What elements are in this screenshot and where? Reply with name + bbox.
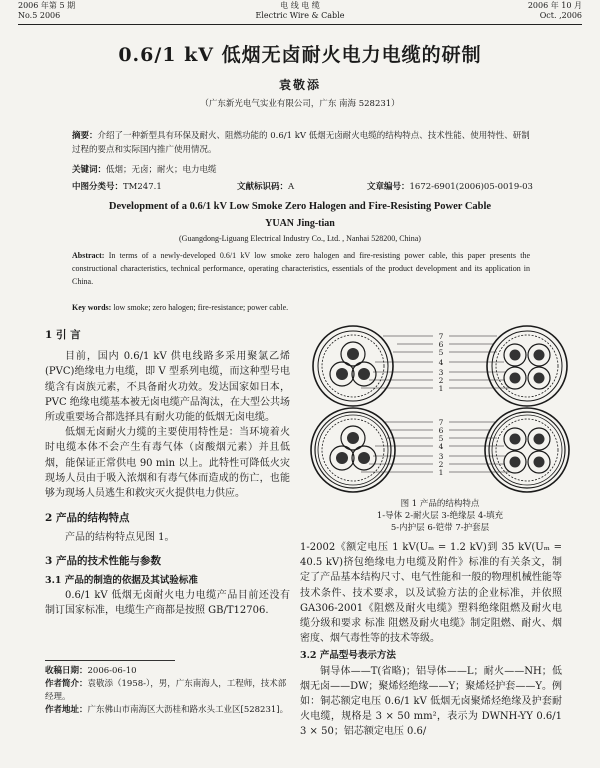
keywords-label: 关键词： [72, 165, 107, 175]
section-3-2-heading: 3.2 产品型号表示方法 [300, 650, 396, 662]
header-right: 2006 年 10 月 Oct. ,2006 [527, 1, 582, 20]
fig-label: 7 [438, 332, 444, 341]
fig-label: 4 [438, 358, 444, 367]
author-bio: 作者简介：袁敬添（1958-），男，广东南海人，工程师，技术部经理。 [45, 679, 287, 702]
section-3-1-heading: 3.1 产品的制造的依据及其试验标准 [45, 574, 198, 586]
author-address: 作者地址：广东佛山市南海区大沥桂和路水头工业区[528231]。 [45, 705, 289, 715]
section-2-heading: 2 产品的结构特点 [45, 512, 130, 525]
author-name: 袁敬添 [278, 78, 321, 92]
fig-label: 2 [438, 460, 444, 469]
cable-4core-diagram [487, 326, 567, 406]
footnote-rule [45, 660, 175, 661]
cable-structure-figure [305, 322, 575, 497]
figure-labels [439, 332, 444, 477]
received-date: 收稿日期：2006-06-10 [45, 666, 137, 676]
fig-label: 7 [438, 418, 444, 427]
cable-3core-diagram [313, 326, 393, 406]
english-abstract: Abstract: In terms of a newly-developed 0.6/1 kV low smoke zero halogen and fire-resisting power cable, this paper presents the constructional characteristics, technical performance, operating characteristics, essentials of the product development and its application in China. [72, 251, 530, 286]
armoured-4core-diagram [485, 408, 569, 492]
section-3-1-paragraph-1: 0.6/1 kV 低烟无卤耐火电力电缆产品目前还没有制订国家标准，电缆生产商都是按照 GB/T12706. [45, 590, 290, 617]
section-1-paragraph-1: 目前，国内 0.6/1 kV 供电线路多采用聚氯乙烯(PVC)绝缘电力电缆，即 V 型系列电缆，而这种型号电缆含有卤族元素，不具备耐火功效。发达国家如日本，PVC 绝缘电缆基本被无卤电缆产品淘汰，在大型公共场所或重要场合都选择具有耐火功能的低烟无卤电缆。 [45, 351, 290, 424]
fig-label: 5 [438, 434, 444, 443]
left-column [45, 328, 290, 618]
english-affiliation: (Guangdong-Liguang Electrical Industry Co., Ltd. , Nanhai 528200, China) [179, 234, 421, 243]
english-title: Development of a 0.6/1 kV Low Smoke Zero Halogen and Fire-Resisting Power Cable [108, 201, 492, 212]
abstract-label: 摘要： [72, 131, 98, 141]
armoured-3core-diagram [311, 408, 395, 492]
section-2-paragraph-1: 产品的结构特点见图 1。 [65, 532, 175, 544]
english-keywords: Key words: low smoke; zero halogen; fire-resistance; power cable. [72, 303, 289, 312]
fig-label: 2 [438, 376, 444, 385]
figure-legend-1: 1-导体 2-耐火层 3-绝缘层 4-填充 [376, 511, 504, 521]
abstract-cn [72, 129, 530, 157]
fig-label: 1 [438, 468, 444, 477]
keywords-text: 低烟；无卤；耐火；电力电缆 [106, 165, 217, 175]
running-header [18, 0, 582, 25]
section-3-2-paragraph-1: 铜导体——T(省略)；铝导体——L；耐火——NH；低烟无卤——DW；聚烯烃绝缘——Y；聚烯烃护套——Y。例如：铜芯额定电压 0.6/1 kV 低烟无卤聚烯烃绝缘及护套耐火电缆，规格是 3 × 50 mm²，表示为 DWNH-YY 0.6/1 3 × 50；铝芯额定电压 0.6/ [300, 665, 562, 738]
fig-label: 6 [438, 340, 444, 349]
figure-legend-2: 5-内护层 6-铠带 7-护套层 [390, 523, 490, 533]
affiliation: （广东新光电气实业有限公司，广东 南海 528231） [200, 99, 400, 109]
keywords-cn [72, 163, 530, 177]
fig-label: 3 [438, 368, 444, 377]
paper-title: 0.6/1 kV 低烟无卤耐火电力电缆的研制 [118, 44, 482, 66]
fig-label: 5 [438, 348, 444, 357]
header-center: 电 线 电 缆 Electric Wire & Cable [255, 1, 345, 20]
header-left: 2006 年第 5 期 No.5 2006 [18, 1, 76, 20]
fig-label: 6 [438, 426, 444, 435]
section-3-heading: 3 产品的技术性能与参数 [45, 554, 161, 567]
abstract-text: 介绍了一种新型具有环保及耐火、阻燃功能的 0.6/1 kV 低烟无卤耐火电缆的结构特点、技术性能、使用特性、研制过程的要点和实际国内推广使用情况。 [72, 131, 530, 155]
section-1-heading: 1 引 言 [45, 329, 81, 341]
fig-label: 1 [438, 384, 444, 393]
footnote [45, 665, 290, 717]
right-paragraph-1: 1-2002《额定电压 1 kV(Uₘ = 1.2 kV)到 35 kV(Uₘ = 40.5 kV)挤包绝缘电力电缆及附件》标准的有关条文，制定了产品基本结构尺寸、电气性能和一般的物理机械性能等技术条件、技术要求，以及试验方法的企业标准，并依照 GA306-2001《阻燃及耐火电缆》塑料绝缘阻燃及耐火电缆分级和要求 标准 阻燃及耐火电缆》制定阻燃、耐火、烟密度、烟气毒性等的技术等级。 [300, 542, 562, 645]
fig-label: 3 [438, 452, 444, 461]
fig-label: 4 [438, 442, 444, 451]
section-1-paragraph-2: 低烟无卤耐火力缆的主要使用特性是：当环境着火时电缆本体不会产生有毒气体（卤酸烟元素）并且低烟，能保证正常供电 90 min 以上。此特性可降低火灾现场人员由于吸入浓烟和有毒气体而造成的伤亡，也能够为现场人员逃生和救灾灭火提供电力供应。 [45, 427, 290, 500]
figure-caption: 图 1 产品的结构特点 1-导体 2-耐火层 3-绝缘层 4-填充 5-内护层 6-铠带 7-护套层 [300, 498, 580, 534]
english-author: YUAN Jing-tian [265, 218, 335, 229]
right-column [300, 540, 562, 740]
